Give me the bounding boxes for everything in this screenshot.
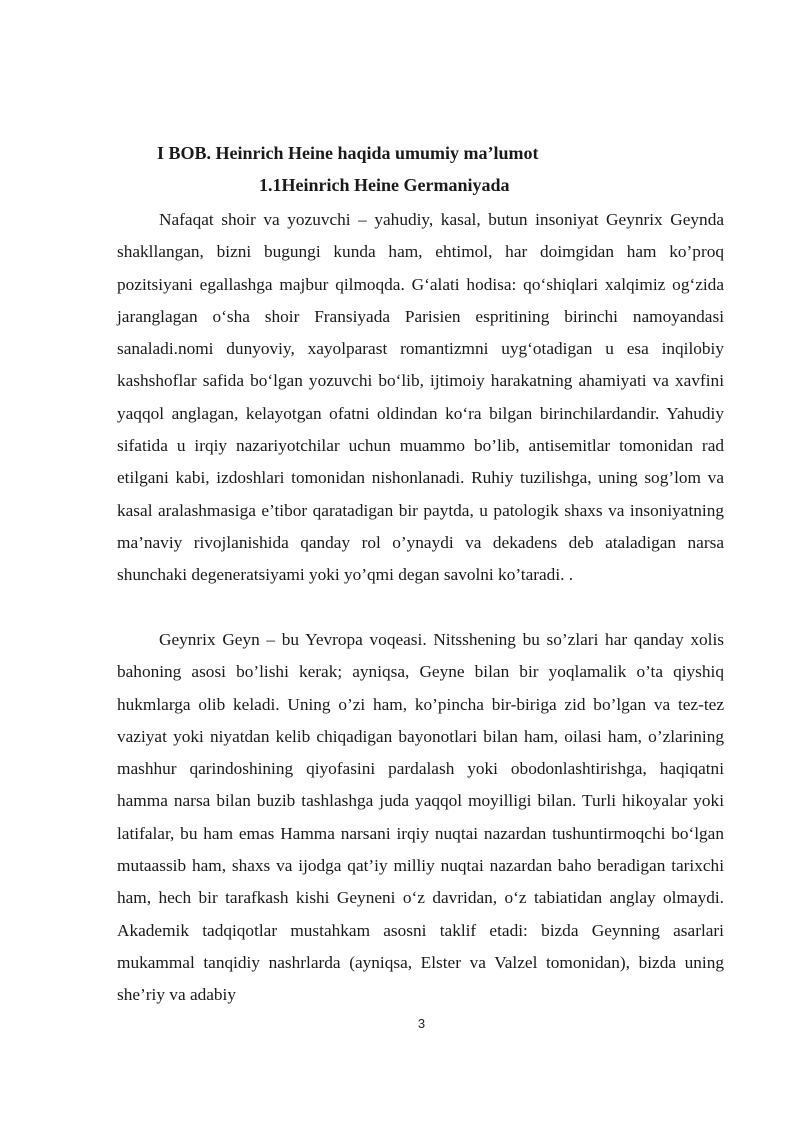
page-number: 3 bbox=[417, 1016, 426, 1031]
chapter-heading: I BOB. Heinrich Heine haqida umumiy ma’lumot bbox=[157, 143, 539, 163]
body-paragraph: Geynrix Geyn – bu Yevropa voqeasi. Nitsshening bu so’zlari har qanday xolis bahoning asosi bo’lishi kerak; ayniqsa, Geyne bilan bir yoqlamalik o’ta qiyshiq hukmlarga olib keladi. Uning o’zi ham, ko’pincha bir-biriga zid bo’lgan va tez-tez vaziyat yoki niyatdan kelib chiqadigan bayonotlari bilan ham, oilasi ham, o’zlarining mashhur qarindoshining qiyofasini pardalash yoki obodonlashtirishga, haqiqatni hamma narsa bilan buzib tashlashga juda yaqqol moyilligi bilan. Turli hikoyalar yoki latifalar, bu ham emas Hamma narsani irqiy nuqtai nazardan tushuntirmoqchi bo‘lgan mutaassib ham, shaxs va ijodga qat’iy milliy nuqtai nazardan baho beradigan tarixchi ham, hech bir tarafkash kishi Geyneni o‘z davridan, o‘z tabiatidan anglay olmaydi. Akademik tadqiqotlar mustahkam asosni taklif etadi: bizda Geynning asarlari mukammal tanqidiy nashrlarda (ayniqsa, Elster va Valzel tomonidan), bizda uning she’riy va adabiy bbox=[117, 630, 724, 1005]
section-heading: 1.1Heinrich Heine Germaniyada bbox=[259, 175, 510, 195]
body-paragraph: Nafaqat shoir va yozuvchi – yahudiy, kasal, butun insoniyat Geynrix Geynda shakllangan, bizni bugungi kunda ham, ehtimol, har doimgidan ham ko’proq pozitsiyani egallashga majbur qilmoqda. G‘alati hodisa: qo‘shiqlari xalqimiz og‘zida jaranglagan o‘sha shoir Fransiyada Parisien espritining birinchi namoyandasi sanaladi.nomi dunyoviy, xayolparast romantizmni uyg‘otadigan u esa inqilobiy kashshoflar safida bo‘lgan yozuvchi bo‘lib, ijtimoiy harakatning ahamiyati va xavfini yaqqol anglagan, kelayotgan ofatni oldindan ko‘ra bilgan birinchilardandir. Yahudiy sifatida u irqiy nazariyotchilar uchun muammo bo’lib, antisemitlar tomonidan rad etilgani kabi, izdoshlari tomonidan nishonlanadi. Ruhiy tuzilishga, uning sog’lom va kasal aralashmasiga e’tibor qaratadigan bir paytda, u patologik shaxs va insoniyatning ma’naviy rivojlanishida qanday rol o’ynaydi va dekadens deb ataladigan narsa shunchaki degeneratsiyami yoki yo’qmi degan savolni ko’taradi. . bbox=[117, 210, 724, 585]
